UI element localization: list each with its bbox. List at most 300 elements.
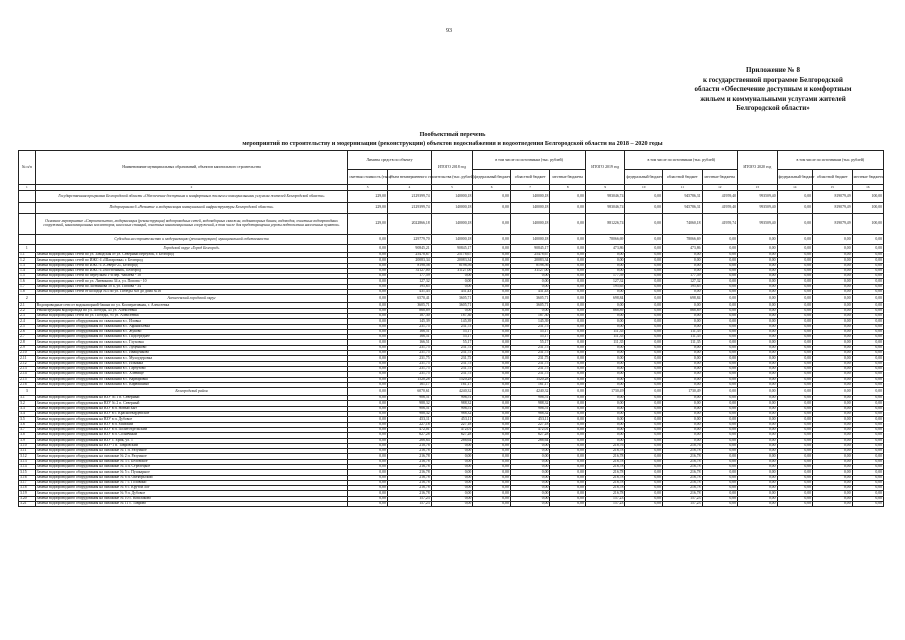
value-cell: 0,00 <box>662 377 702 382</box>
value-cell: 0,00 <box>625 475 663 480</box>
value-cell: 0,00 <box>777 401 812 406</box>
value-cell: 0,00 <box>348 290 388 295</box>
value-cell: 0,00 <box>473 401 511 406</box>
value-cell: 187,30 <box>387 313 431 318</box>
value-cell: 0,00 <box>852 433 883 438</box>
value-cell: 0,00 <box>585 433 625 438</box>
object-name-cell: Замена водопроводного оборудования на скважине № 9 п. Дубовое <box>35 491 348 496</box>
value-cell: 453,11 <box>431 417 473 422</box>
value-cell: 0,00 <box>473 396 511 401</box>
value-cell: 216,78 <box>387 464 431 469</box>
value-cell: 0,00 <box>625 274 663 279</box>
value-cell: 0,00 <box>473 253 511 258</box>
value-cell: 0,00 <box>852 412 883 417</box>
value-cell: 0,00 <box>702 396 737 401</box>
value-cell: 0,00 <box>777 417 812 422</box>
object-name-cell: Замена водопроводного оборудования на ВЗУ в п. Солнечный <box>35 433 348 438</box>
value-cell: 0,00 <box>852 263 883 268</box>
value-cell: 216,78 <box>662 480 702 485</box>
value-cell: 0,00 <box>473 351 511 356</box>
value-cell: 906,51 <box>510 406 550 411</box>
value-cell: 0,00 <box>550 470 585 475</box>
column-number-cell: 8 <box>550 185 585 191</box>
value-cell: 0,00 <box>777 449 812 454</box>
value-cell: 0,00 <box>702 372 737 377</box>
value-cell: 0,00 <box>348 351 388 356</box>
value-cell: 1520,28 <box>387 377 431 382</box>
header-federal: федеральный бюджет <box>777 170 812 185</box>
value-cell: 0,00 <box>550 295 585 303</box>
value-cell: 0,00 <box>510 464 550 469</box>
row-number-cell: 3.2 <box>19 401 36 406</box>
value-cell: 227,18 <box>431 422 473 427</box>
value-cell: 0,00 <box>431 502 473 507</box>
value-cell: 868,89 <box>585 308 625 313</box>
value-cell: 0,00 <box>738 459 778 464</box>
value-cell: 0,00 <box>738 427 778 432</box>
value-cell: 0,00 <box>852 396 883 401</box>
value-cell: 0,00 <box>550 279 585 284</box>
value-cell: 0,00 <box>510 480 550 485</box>
column-number-cell: 15 <box>813 185 853 191</box>
value-cell: 229,00 <box>348 214 388 235</box>
value-cell: 100,00 <box>852 203 883 214</box>
value-cell: 0,00 <box>702 319 737 324</box>
value-cell: 0,00 <box>777 422 812 427</box>
value-cell: 0,00 <box>662 401 702 406</box>
value-cell: 231,75 <box>431 356 473 361</box>
value-cell: 31127,00 <box>387 268 431 273</box>
value-cell: 0,00 <box>813 401 853 406</box>
value-cell: 0,00 <box>473 449 511 454</box>
value-cell: 0,00 <box>852 279 883 284</box>
column-number-cell: 12 <box>702 185 737 191</box>
value-cell: 0,00 <box>348 486 388 491</box>
value-cell: 0,00 <box>550 486 585 491</box>
value-cell: 0,00 <box>852 258 883 263</box>
value-cell: 0,00 <box>550 303 585 308</box>
value-cell: 31127,00 <box>510 268 550 273</box>
value-cell: 140000,18 <box>510 235 550 245</box>
value-cell: 187,30 <box>431 313 473 318</box>
value-cell: 0,00 <box>431 308 473 313</box>
value-cell: 0,00 <box>431 470 473 475</box>
value-cell: 55,17 <box>510 340 550 345</box>
value-cell: 0,00 <box>625 319 663 324</box>
value-cell: 0,00 <box>813 279 853 284</box>
value-cell: 0,00 <box>738 274 778 279</box>
value-cell: 0,00 <box>585 401 625 406</box>
value-cell: 0,00 <box>813 284 853 289</box>
value-cell: 216,78 <box>585 480 625 485</box>
value-cell: 41959,40 <box>702 191 737 203</box>
value-cell: 231,75 <box>431 372 473 377</box>
value-cell: 0,00 <box>550 454 585 459</box>
row-number-cell: 2.16 <box>19 382 36 387</box>
value-cell: 0,00 <box>625 422 663 427</box>
value-cell: 0,00 <box>662 268 702 273</box>
value-cell: 0,00 <box>777 351 812 356</box>
value-cell: 0,00 <box>662 366 702 371</box>
value-cell: 0,00 <box>348 422 388 427</box>
value-cell: 0,00 <box>473 412 511 417</box>
value-cell: 0,00 <box>550 443 585 448</box>
value-cell: 0,00 <box>702 382 737 387</box>
value-cell: 0,00 <box>738 335 778 340</box>
value-cell: 216,78 <box>387 480 431 485</box>
row-number-cell: 3.14 <box>19 464 36 469</box>
value-cell: 0,00 <box>852 491 883 496</box>
value-cell: 0,00 <box>550 438 585 443</box>
value-cell: 0,00 <box>625 235 663 245</box>
value-cell: 227,18 <box>387 422 431 427</box>
value-cell: 161,17 <box>510 382 550 387</box>
value-cell: 6570,41 <box>387 295 431 303</box>
header-cost-unfinished: объем незавершенного строительства (тыс. рублей) <box>387 170 431 185</box>
value-cell: 0,00 <box>431 496 473 501</box>
value-cell: 195,65 <box>662 284 702 289</box>
value-cell: 0,00 <box>777 340 812 345</box>
value-cell: 216,78 <box>662 475 702 480</box>
value-cell: 127,32 <box>662 279 702 284</box>
value-cell: 0,00 <box>348 295 388 303</box>
value-cell: 0,00 <box>550 324 585 329</box>
value-cell: 0,00 <box>348 502 388 507</box>
value-cell: 0,00 <box>348 268 388 273</box>
object-name-cell: Замена водопроводных сетей по Литвинова 50 а, ул. Попова - 34 <box>35 284 348 289</box>
object-name-cell: Замена водопроводного оборудования по скважинам в с. Хлевище <box>35 372 348 377</box>
value-cell: 0,00 <box>585 377 625 382</box>
value-cell: 140000,18 <box>431 191 473 203</box>
value-cell: 0,00 <box>852 366 883 371</box>
value-cell: 0,00 <box>738 396 778 401</box>
value-cell: 231,75 <box>510 361 550 366</box>
document-subtitle: мероприятий по строительству и модернизации (реконструкции) объектов водоснабжения и водоотведения Белгородской области на 2018 – 2020 годы <box>242 140 663 147</box>
row-number-cell: 3.17 <box>19 480 36 485</box>
value-cell: 2022866,18 <box>387 214 431 235</box>
value-cell: 0,00 <box>777 454 812 459</box>
value-cell: 0,00 <box>813 308 853 313</box>
summary-row <box>19 191 884 203</box>
value-cell: 0,00 <box>550 263 585 268</box>
value-cell: 127,32 <box>585 279 625 284</box>
value-cell: 0,00 <box>625 366 663 371</box>
value-cell: 0,00 <box>550 366 585 371</box>
row-number-cell: 3.20 <box>19 496 36 501</box>
column-number-cell: 3 <box>348 185 388 191</box>
value-cell: 90845,17 <box>510 245 550 253</box>
value-cell: 0,00 <box>550 388 585 396</box>
value-cell: 868,89 <box>662 308 702 313</box>
value-cell: 1520,28 <box>510 377 550 382</box>
value-cell: 0,00 <box>550 319 585 324</box>
value-cell: 0,00 <box>625 258 663 263</box>
row-number-cell: 3.8 <box>19 433 36 438</box>
value-cell: 4240,32 <box>510 388 550 396</box>
value-cell: 0,00 <box>585 422 625 427</box>
row-number-cell: 3.15 <box>19 470 36 475</box>
value-cell: 0,00 <box>813 470 853 475</box>
value-cell: 231,75 <box>510 324 550 329</box>
value-cell: 140000,18 <box>431 235 473 245</box>
value-cell: 0,00 <box>813 361 853 366</box>
value-cell: 0,00 <box>348 427 388 432</box>
value-cell: 231,75 <box>431 345 473 350</box>
value-cell: 0,00 <box>702 284 737 289</box>
value-cell: 231,75 <box>510 366 550 371</box>
value-cell: 0,00 <box>702 422 737 427</box>
value-cell: 0,00 <box>585 303 625 308</box>
value-cell: 0,00 <box>813 253 853 258</box>
value-cell: 0,00 <box>662 412 702 417</box>
value-cell: 216,78 <box>662 454 702 459</box>
value-cell: 0,00 <box>662 253 702 258</box>
object-name-cell: Замена водопроводного оборудования на скважине № 2 п. Разумное <box>35 454 348 459</box>
value-cell: 0,00 <box>550 335 585 340</box>
column-number-cell: 6 <box>473 185 511 191</box>
section-name-cell: Алексеевский городской округ <box>35 295 348 303</box>
value-cell: 145,39 <box>510 319 550 324</box>
value-cell: 0,00 <box>625 361 663 366</box>
value-cell: 0,00 <box>625 329 663 334</box>
value-cell: 0,00 <box>585 351 625 356</box>
value-cell: 0,00 <box>777 396 812 401</box>
value-cell: 166,51 <box>387 335 431 340</box>
value-cell: 0,00 <box>550 290 585 295</box>
value-cell: 0,00 <box>550 480 585 485</box>
header-name: Наименование муниципальных образований, объектов капитального строительства <box>35 151 348 185</box>
object-name-cell: Замена водопроводных сетей по ул. Заводская от ул. Северный переулок, г. Белгород <box>35 253 348 258</box>
row-number-cell: 3.21 <box>19 502 36 507</box>
value-cell: 0,00 <box>625 303 663 308</box>
value-cell: 0,00 <box>702 340 737 345</box>
value-cell: 0,00 <box>702 427 737 432</box>
value-cell: 0,00 <box>585 427 625 432</box>
appendix-line: к государственной программе Белгородской <box>703 75 843 84</box>
value-cell: 216,78 <box>387 459 431 464</box>
value-cell: 0,00 <box>738 372 778 377</box>
value-cell: 0,00 <box>348 480 388 485</box>
value-cell: 983046,74 <box>585 203 625 214</box>
value-cell: 0,00 <box>662 406 702 411</box>
value-cell: 988,32 <box>431 412 473 417</box>
value-cell: 0,00 <box>348 319 388 324</box>
value-cell: 0,00 <box>473 443 511 448</box>
value-cell: 266,64 <box>431 438 473 443</box>
value-cell: 0,00 <box>550 308 585 313</box>
value-cell: 0,00 <box>702 475 737 480</box>
value-cell: 0,00 <box>852 268 883 273</box>
value-cell: 0,00 <box>702 295 737 303</box>
summary-row <box>19 203 884 214</box>
value-cell: 0,00 <box>852 427 883 432</box>
value-cell: 0,00 <box>813 356 853 361</box>
value-cell: 0,00 <box>852 253 883 258</box>
row-number-cell: 3.16 <box>19 475 36 480</box>
object-name-cell: Замена водопроводного оборудования на скважине № 1 п. Разумное <box>35 449 348 454</box>
value-cell: 0,00 <box>738 258 778 263</box>
value-cell: 0,00 <box>738 422 778 427</box>
summary-name-cell: Основное мероприятие «Строительство, модернизация (реконструкция) водопроводных сетей, водозаборных скважин, водонапорных башен, водоводов, очистных водопроводных сооружений, канализационных коллекторов, насосных станций, очистных канализационных сооружений, в том числе для предотвращения угрозы подтопления населенных пунктов» <box>35 214 348 235</box>
column-number-cell: 16 <box>852 185 883 191</box>
value-cell: 4240,32 <box>431 388 473 396</box>
value-cell: 231,75 <box>387 356 431 361</box>
value-cell: 0,00 <box>662 290 702 295</box>
object-name-cell: Замена водопроводных сетей от колодца №3 по ул. Победы №8 до дома №16 <box>35 290 348 295</box>
value-cell: 0,00 <box>510 459 550 464</box>
value-cell: 0,00 <box>473 295 511 303</box>
value-cell: 0,00 <box>738 290 778 295</box>
value-cell: 0,00 <box>431 480 473 485</box>
value-cell: 0,00 <box>625 427 663 432</box>
value-cell: 55,17 <box>510 335 550 340</box>
value-cell: 0,00 <box>662 258 702 263</box>
value-cell: 0,00 <box>348 377 388 382</box>
value-cell: 0,00 <box>550 464 585 469</box>
value-cell: 216,78 <box>585 491 625 496</box>
value-cell: 453,11 <box>387 417 431 422</box>
value-cell: 8198,56 <box>510 263 550 268</box>
object-name-cell: Замена водопроводного оборудования на скважине № 6 п. Октябрьский <box>35 475 348 480</box>
header-total-2018: ИТОГО 2018 год <box>431 151 473 185</box>
value-cell: 0,00 <box>585 382 625 387</box>
value-cell: 0,00 <box>550 214 585 235</box>
summary-row <box>19 214 884 235</box>
value-cell: 0,00 <box>550 235 585 245</box>
value-cell: 993509,40 <box>738 203 778 214</box>
value-cell: 0,00 <box>585 290 625 295</box>
value-cell: 0,00 <box>813 427 853 432</box>
value-cell: 0,00 <box>738 295 778 303</box>
value-cell: 0,00 <box>777 235 812 245</box>
value-cell: 0,00 <box>738 491 778 496</box>
value-cell: 0,00 <box>473 303 511 308</box>
value-cell: 0,00 <box>813 295 853 303</box>
value-cell: 0,00 <box>777 295 812 303</box>
value-cell: 78066,69 <box>585 235 625 245</box>
value-cell: 216,78 <box>387 454 431 459</box>
value-cell: 0,00 <box>813 406 853 411</box>
value-cell: 157,23 <box>387 496 431 501</box>
row-number-cell: 2.11 <box>19 356 36 361</box>
value-cell: 0,00 <box>585 417 625 422</box>
value-cell: 0,00 <box>625 335 663 340</box>
value-cell: 0,00 <box>348 356 388 361</box>
value-cell: 0,00 <box>473 324 511 329</box>
value-cell: 0,00 <box>662 319 702 324</box>
value-cell: 0,00 <box>777 475 812 480</box>
row-number-cell: 1.4 <box>19 268 36 273</box>
object-name-cell: Замена водопроводного оборудования по скважинам в с. Ильинка <box>35 361 348 366</box>
value-cell: 3605,71 <box>510 295 550 303</box>
value-cell: 0,00 <box>738 486 778 491</box>
value-cell: 0,00 <box>473 263 511 268</box>
value-cell: 231,75 <box>431 324 473 329</box>
value-cell: 227,18 <box>510 422 550 427</box>
value-cell: 0,00 <box>473 475 511 480</box>
value-cell: 0,00 <box>777 329 812 334</box>
value-cell: 0,00 <box>625 356 663 361</box>
value-cell: 0,00 <box>702 486 737 491</box>
value-cell: 0,00 <box>431 486 473 491</box>
value-cell: 0,00 <box>473 433 511 438</box>
object-name-cell: Замена водопроводных сетей по ул. Победы, 95 ул. Алексеевка <box>35 313 348 318</box>
row-number-cell: 2.2 <box>19 308 36 313</box>
value-cell: 90845,17 <box>431 245 473 253</box>
value-cell: 216,78 <box>585 475 625 480</box>
row-number-cell: 2.10 <box>19 351 36 356</box>
value-cell: 0,00 <box>738 388 778 396</box>
value-cell: 0,00 <box>625 470 663 475</box>
object-name-cell: Замена водопроводного оборудования на ВЗУ № 2 п. Северный <box>35 401 348 406</box>
object-name-cell: Замена водопроводного оборудования на ВЗУ-1 п. Тавровский <box>35 443 348 448</box>
value-cell: 0,00 <box>662 351 702 356</box>
value-cell: 0,00 <box>702 406 737 411</box>
value-cell: 25478,67 <box>387 253 431 258</box>
value-cell: 0,00 <box>473 422 511 427</box>
value-cell: 216,78 <box>585 454 625 459</box>
row-number-cell: 2 <box>19 295 36 303</box>
value-cell: 0,00 <box>702 308 737 313</box>
value-cell: 0,00 <box>510 475 550 480</box>
value-cell: 0,00 <box>550 340 585 345</box>
value-cell: 0,00 <box>738 345 778 350</box>
value-cell: 0,00 <box>473 274 511 279</box>
value-cell: 0,00 <box>625 279 663 284</box>
header-number: № п/п <box>19 151 36 185</box>
object-name-cell: Замена водопроводного оборудования по скважинам в с. Мухоудеровка <box>35 356 348 361</box>
value-cell: 0,00 <box>625 308 663 313</box>
object-name-cell: Замена водопроводного оборудования по скважинам в с. Гарбузово <box>35 366 348 371</box>
value-cell: 0,00 <box>813 351 853 356</box>
row-number-cell: 3.18 <box>19 486 36 491</box>
value-cell: 55,17 <box>431 335 473 340</box>
value-cell: 0,00 <box>702 324 737 329</box>
value-cell: 0,00 <box>585 406 625 411</box>
object-name-cell: Замена водопроводного оборудования по скважинам в с. Луценково <box>35 345 348 350</box>
value-cell: 0,00 <box>473 356 511 361</box>
value-cell: 0,00 <box>625 203 663 214</box>
value-cell: 0,00 <box>852 406 883 411</box>
value-cell: 0,00 <box>473 214 511 235</box>
value-cell: 2129399,74 <box>387 191 431 203</box>
column-number-cell: 13 <box>738 185 778 191</box>
value-cell: 0,00 <box>473 502 511 507</box>
value-cell: 627,28 <box>431 433 473 438</box>
value-cell: 0,00 <box>702 433 737 438</box>
value-cell: 0,00 <box>777 319 812 324</box>
value-cell: 0,00 <box>738 401 778 406</box>
value-cell: 0,00 <box>473 258 511 263</box>
value-cell: 0,00 <box>738 340 778 345</box>
value-cell: 0,00 <box>625 382 663 387</box>
value-cell: 195,65 <box>585 284 625 289</box>
value-cell: 0,00 <box>550 417 585 422</box>
value-cell: 100,00 <box>852 214 883 235</box>
value-cell: 0,00 <box>473 290 511 295</box>
value-cell: 0,00 <box>777 313 812 318</box>
value-cell: 988,32 <box>387 412 431 417</box>
value-cell: 0,00 <box>585 361 625 366</box>
value-cell: 0,00 <box>777 502 812 507</box>
value-cell: 0,00 <box>625 459 663 464</box>
value-cell: 819079,49 <box>813 214 853 235</box>
value-cell: 0,00 <box>348 345 388 350</box>
value-cell: 55,17 <box>431 340 473 345</box>
value-cell: 0,00 <box>473 491 511 496</box>
summary-name-cell: Государственная программа Белгородской области «Обеспечение доступным и комфортным жильем и коммунальными услугами жителей Белгородской области» <box>35 191 348 203</box>
value-cell: 0,00 <box>473 427 511 432</box>
